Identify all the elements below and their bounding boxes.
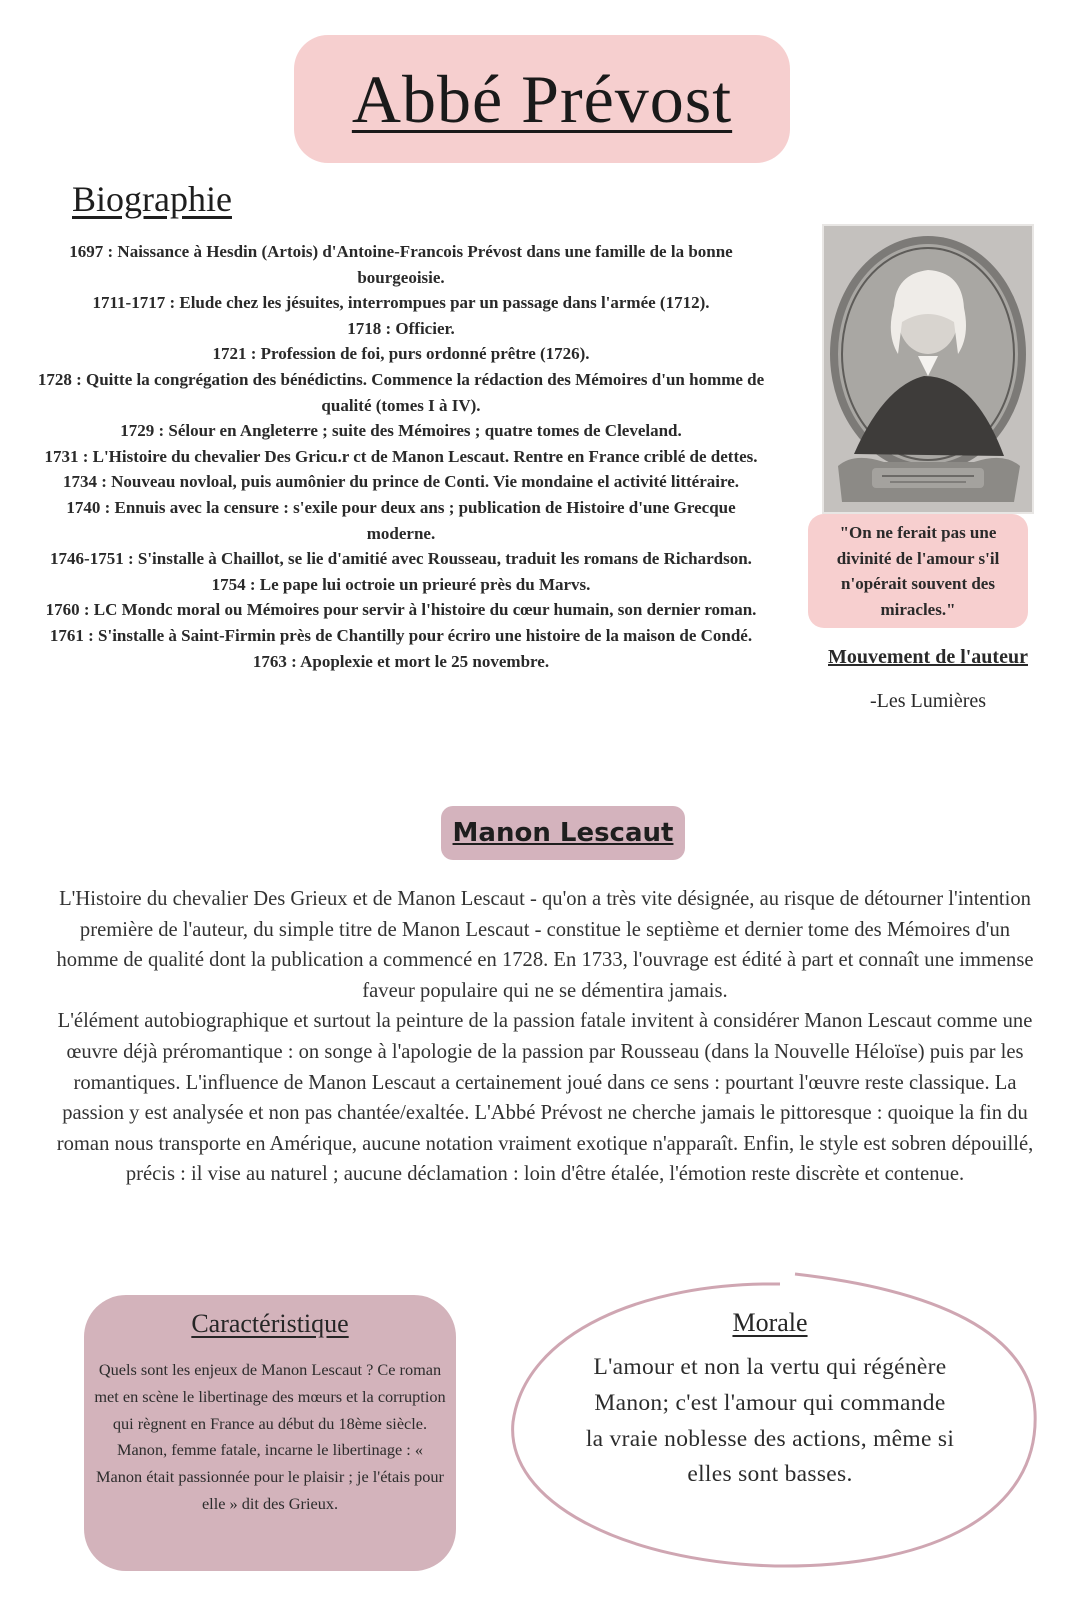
- page-title: Abbé Prévost: [351, 60, 733, 137]
- caracteristique-text: Quels sont les enjeux de Manon Lescaut ? Ce roman met en scène le libertinage des mœurs et la corruption qui règnent en France au début du 18ème siècle. Manon, femme fatale, incarne le libertinage : « Manon était passionnée pour le plaisir ; je l'étais pour elle » dit des Grieux.: [94, 1360, 446, 1513]
- timeline-entry: 1761 : S'installe à Saint-Firmin près de Chantilly pour écriro une histoire de la maison de Condé. 1763 : Apoplexie et mort le 25 novembre.: [49, 625, 753, 671]
- timeline-entry: 1734 : Nouveau novloal, puis aumônier du prince de Conti. Vie mondaine el activité littéraire.: [62, 472, 740, 492]
- morale-heading: Morale: [732, 1308, 808, 1337]
- timeline-entry: 1718 : Officier.: [347, 318, 455, 338]
- portrait-engraving-icon: [824, 226, 1032, 512]
- morale-text: L'amour et non la vertu qui régénère Manon; c'est l'amour qui commande la vraie noblesse des actions, même si elles sont basses.: [585, 1354, 955, 1488]
- timeline-entry: 1760 : LC Mondc moral ou Mémoires pour servir à l'histoire du cœur humain, son dernier roman.: [45, 600, 757, 620]
- manon-heading: Manon Lescaut: [452, 818, 674, 848]
- movement-value: -Les Lumières: [869, 690, 987, 712]
- title-box: [294, 35, 790, 163]
- manon-heading-box: [441, 806, 685, 860]
- biography-timeline: [36, 239, 766, 674]
- manon-summary: [56, 884, 1034, 1190]
- timeline-entry: 1731 : L'Histoire du chevalier Des Gricu.r ct de Manon Lescaut. Rentre en France criblé de dettes.: [44, 446, 758, 466]
- biography-heading: Biographie: [72, 179, 232, 219]
- author-quote: "On ne ferait pas une divinité de l'amour s'il n'opérait souvent des miracles.": [808, 514, 1028, 628]
- timeline-entry: 1721 : Profession de foi, purs ordonné prêtre (1726).: [212, 344, 590, 364]
- author-portrait-image: [822, 224, 1034, 514]
- caracteristique-heading: Caractéristique: [191, 1309, 349, 1338]
- caracteristique-card: [84, 1295, 456, 1571]
- timeline-entry: 1740 : Ennuis avec la censure : s'exile pour deux ans ; publication de Histoire d'une Grecque moderne.: [66, 497, 736, 543]
- timeline-entry: 1697 : Naissance à Hesdin (Artois) d'Antoine-Francois Prévost dans une famille de la bonne bourgeoisie.: [69, 242, 733, 287]
- timeline-entry: 1711-1717 : Elude chez les jésuites, interrompues par un passage dans l'armée (1712).: [92, 293, 710, 313]
- timeline-entry: 1729 : Sélour en Angleterre ; suite des Mémoires ; quatre tomes de Cleveland.: [120, 421, 682, 441]
- movement-heading: Mouvement de l'auteur: [828, 646, 1028, 668]
- summary-paragraph: L'élément autobiographique et surtout la peinture de la passion fatale invitent à considérer Manon Lescaut comme une œuvre déjà préromantique : on songe à l'apologie de la passion par Rousseau (dans la Nouvelle Héloïse) puis par les romantiques. L'influence de Manon Lescaut a certainement joué dans ce sens : pourtant l'œuvre reste classique. La passion y est analysée et non pas chantée/exaltée. L'Abbé Prévost ne cherche jamais le pittoresque : quoique la fin du roman nous transporte en Amérique, aucune notation vraiment exotique n'apparaît. Enfin, le style est sobren dépouillé, précis : il vise au naturel ; aucune déclamation : loin d'être étalée, l'émotion reste discrète et contenue.: [56, 1010, 1034, 1186]
- summary-paragraph: L'Histoire du chevalier Des Grieux et de Manon Lescaut - qu'on a très vite désignée, au risque de détourner l'intention première de l'auteur, du simple titre de Manon Lescaut - constitue le septième et dernier tome des Mémoires d'un homme de qualité dont la publication a commencé en 1728. En 1733, l'ouvrage est édité à part et connaît une immense faveur populaire qui ne se démentira jamais.: [56, 888, 1034, 1002]
- timeline-entry: 1754 : Le pape lui octroie un prieuré près du Marvs.: [211, 574, 591, 594]
- morale-bubble: [505, 1262, 1050, 1578]
- timeline-entry: 1728 : Quitte la congrégation des bénédictins. Commence la rédaction des Mémoires d'un homme de qualité (tomes I à IV).: [37, 369, 765, 415]
- timeline-entry: 1746-1751 : S'installe à Chaillot, se lie d'amitié avec Rousseau, traduit les romans de Richardson.: [50, 549, 752, 569]
